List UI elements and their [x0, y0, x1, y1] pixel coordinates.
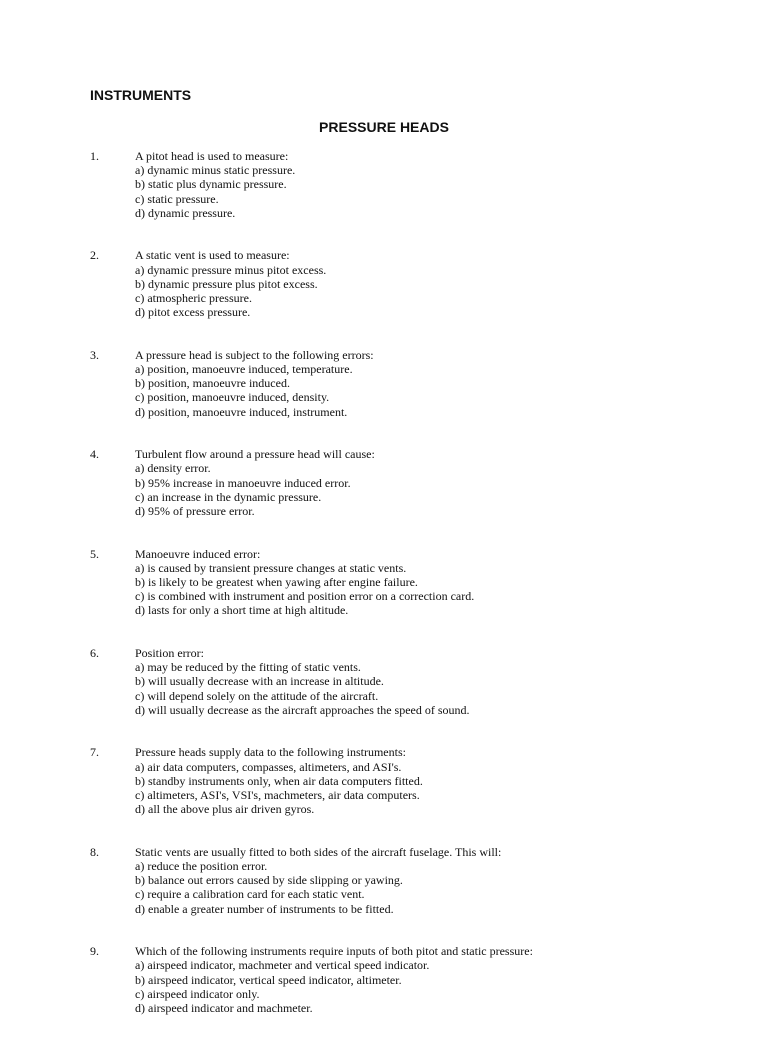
answer-option-a: a) density error. [135, 461, 211, 476]
answer-option-c: c) is combined with instrument and position error on a correction card. [135, 589, 475, 604]
question-text: Position error: [135, 646, 204, 661]
question-number: 4. [90, 447, 99, 462]
answer-option-d: d) dynamic pressure. [135, 205, 236, 220]
answer-option-d: d) position, manoeuvre induced, instrument. [135, 404, 348, 419]
answer-option-b: b) standby instruments only, when air data computers fitted. [135, 773, 423, 788]
answer-option-d: d) airspeed indicator and machmeter. [135, 1001, 313, 1016]
answer-option-c: c) an increase in the dynamic pressure. [135, 489, 322, 504]
answer-option-d: d) enable a greater number of instruments to be fitted. [135, 901, 394, 916]
question-list [90, 149, 730, 1044]
answer-option-a: a) may be reduced by the fitting of static vents. [135, 660, 361, 675]
answer-options [135, 660, 730, 717]
answer-option-a: a) position, manoeuvre induced, temperature. [135, 362, 353, 377]
answer-option-c: c) require a calibration card for each static vent. [135, 887, 365, 902]
question-item [90, 944, 730, 1015]
answer-option-c: c) will depend solely on the attitude of the aircraft. [135, 688, 379, 703]
question-number: 5. [90, 546, 99, 561]
answer-option-b: b) will usually decrease with an increase in altitude. [135, 674, 384, 689]
question-number: 9. [90, 944, 99, 959]
answer-option-b: b) is likely to be greatest when yawing after engine failure. [135, 575, 418, 590]
answer-option-c: c) airspeed indicator only. [135, 986, 260, 1001]
question-text: Pressure heads supply data to the following instruments: [135, 745, 406, 760]
answer-option-a: a) airspeed indicator, machmeter and vertical speed indicator. [135, 958, 430, 973]
question-text: A pitot head is used to measure: [135, 149, 289, 163]
answer-option-d: d) lasts for only a short time at high altitude. [135, 603, 349, 618]
question-number: 6. [90, 646, 99, 661]
question-item [90, 348, 730, 419]
answer-option-b: b) static plus dynamic pressure. [135, 177, 287, 192]
question-text: Turbulent flow around a pressure head will cause: [135, 447, 375, 462]
answer-options [135, 362, 730, 419]
answer-options [135, 163, 730, 220]
question-text: Manoeuvre induced error: [135, 546, 261, 561]
document-title: INSTRUMENTS [90, 87, 192, 103]
question-item [90, 646, 730, 717]
answer-option-a: a) air data computers, compasses, altimeters, and ASI's. [135, 759, 402, 774]
question-item [90, 745, 730, 816]
answer-option-b: b) airspeed indicator, vertical speed indicator, altimeter. [135, 972, 402, 987]
answer-option-b: b) balance out errors caused by side slipping or yawing. [135, 873, 403, 888]
question-number: 3. [90, 347, 99, 362]
question-text: Which of the following instruments require inputs of both pitot and static pressure: [135, 944, 533, 959]
question-item [90, 547, 730, 618]
answer-option-c: c) atmospheric pressure. [135, 291, 252, 306]
section-title: PRESSURE HEADS [319, 119, 449, 135]
question-item [90, 845, 730, 916]
question-item [90, 447, 730, 518]
answer-option-c: c) altimeters, ASI's, VSI's, machmeters, air data computers. [135, 788, 420, 803]
answer-options [135, 263, 730, 320]
question-number: 1. [90, 149, 99, 163]
answer-option-a: a) dynamic pressure minus pitot excess. [135, 262, 327, 277]
question-number: 7. [90, 745, 99, 760]
answer-option-a: a) dynamic minus static pressure. [135, 163, 296, 178]
answer-option-b: b) 95% increase in manoeuvre induced error. [135, 475, 351, 490]
answer-options [135, 859, 730, 916]
question-number: 8. [90, 844, 99, 859]
answer-option-a: a) reduce the position error. [135, 859, 268, 874]
question-number: 2. [90, 248, 99, 263]
answer-option-d: d) 95% of pressure error. [135, 504, 255, 519]
question-text: A pressure head is subject to the following errors: [135, 347, 374, 362]
answer-option-b: b) position, manoeuvre induced. [135, 376, 290, 391]
question-text: A static vent is used to measure: [135, 248, 290, 263]
answer-option-a: a) is caused by transient pressure changes at static vents. [135, 560, 407, 575]
answer-option-d: d) pitot excess pressure. [135, 305, 251, 320]
answer-option-d: d) will usually decrease as the aircraft approaches the speed of sound. [135, 702, 470, 717]
answer-options [135, 561, 730, 618]
question-item [90, 149, 730, 220]
answer-options [135, 461, 730, 518]
answer-options [135, 760, 730, 817]
question-item [90, 248, 730, 319]
answer-options [135, 958, 730, 1015]
answer-option-c: c) position, manoeuvre induced, density. [135, 390, 330, 405]
answer-option-c: c) static pressure. [135, 191, 219, 206]
answer-option-d: d) all the above plus air driven gyros. [135, 802, 315, 817]
question-text: Static vents are usually fitted to both sides of the aircraft fuselage. This will: [135, 844, 502, 859]
answer-option-b: b) dynamic pressure plus pitot excess. [135, 276, 318, 291]
